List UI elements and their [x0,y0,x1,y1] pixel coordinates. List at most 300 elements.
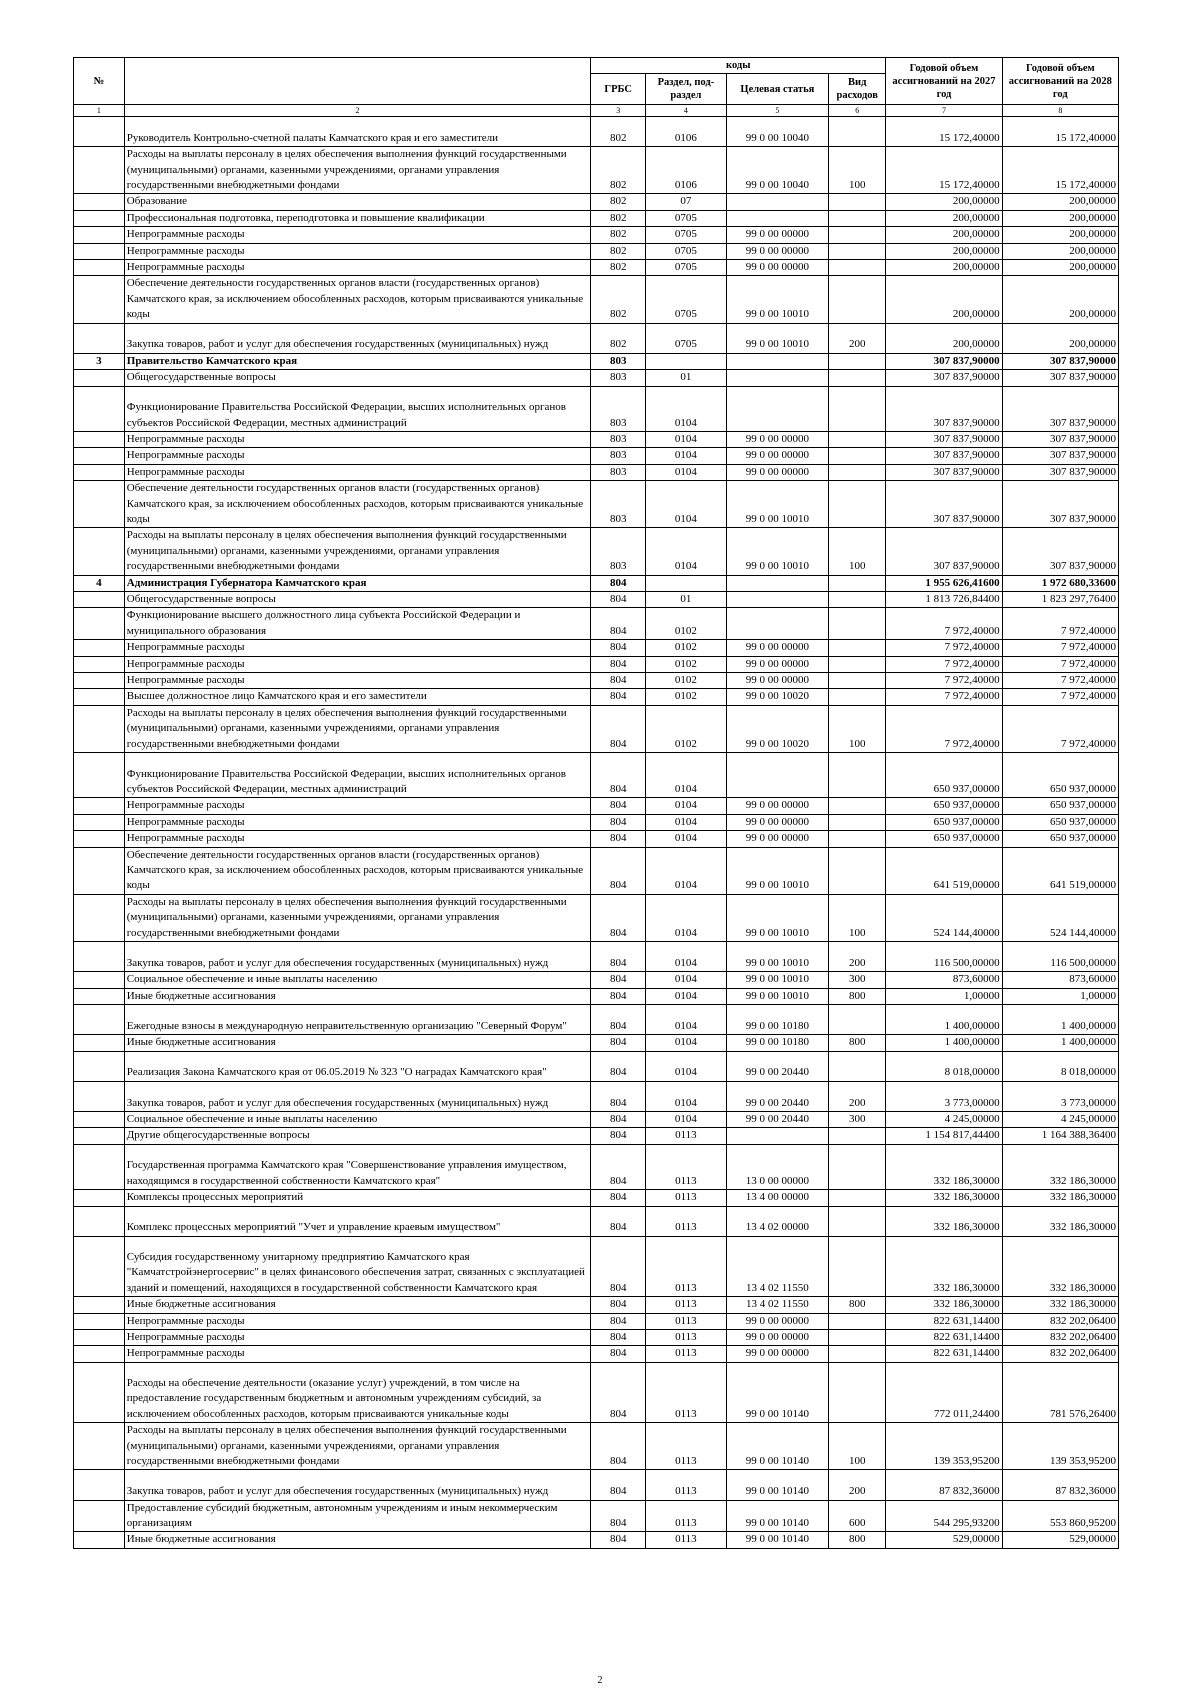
row-number [74,753,125,798]
row-kind [829,386,886,431]
row-amount-2027: 15 172,40000 [886,147,1002,194]
row-kind [829,575,886,591]
row-section: 0104 [646,972,726,988]
row-target: 99 0 00 00000 [726,464,829,480]
row-amount-2027: 1 400,00000 [886,1005,1002,1035]
row-section: 0113 [646,1236,726,1296]
row-section: 0104 [646,1051,726,1081]
row-amount-2027: 772 011,24400 [886,1362,1002,1422]
row-target: 99 0 00 10010 [726,942,829,972]
row-amount-2028: 650 937,00000 [1002,753,1118,798]
row-amount-2028: 650 937,00000 [1002,798,1118,814]
row-number [74,1346,125,1362]
row-section: 0104 [646,386,726,431]
row-amount-2027: 200,00000 [886,276,1002,323]
row-target: 99 0 00 10010 [726,847,829,894]
row-amount-2028: 87 832,36000 [1002,1470,1118,1500]
row-kind: 300 [829,972,886,988]
row-number: 4 [74,575,125,591]
row-section: 0705 [646,243,726,259]
row-name: Закупка товаров, работ и услуг для обеспечения государственных (муниципальных) нужд [124,323,590,353]
table-row [74,243,1119,259]
row-name: Непрограммные расходы [124,1313,590,1329]
row-section: 0113 [646,1362,726,1422]
table-row [74,1112,1119,1128]
row-kind [829,1128,886,1144]
row-target: 99 0 00 10010 [726,481,829,528]
row-amount-2028: 1 164 388,36400 [1002,1128,1118,1144]
column-number: 7 [886,105,1002,117]
row-number [74,1206,125,1236]
row-number [74,1423,125,1470]
row-section: 0705 [646,276,726,323]
row-name: Непрограммные расходы [124,260,590,276]
row-name: Ежегодные взносы в международную неправительственную организацию "Северный Форум" [124,1005,590,1035]
table-row [74,1005,1119,1035]
row-target: 99 0 00 20440 [726,1081,829,1111]
row-kind: 100 [829,705,886,752]
row-section: 0104 [646,1035,726,1051]
row-name: Реализация Закона Камчатского края от 06.05.2019 № 323 "О наградах Камчатского края" [124,1051,590,1081]
row-name: Обеспечение деятельности государственных органов власти (государственных органов) Камчатского края, за исключением обособленных расходов, которым присваиваются уникальные коды [124,847,590,894]
row-name: Образование [124,194,590,210]
row-amount-2028: 200,00000 [1002,194,1118,210]
row-grbs: 802 [591,227,646,243]
row-section: 0104 [646,1112,726,1128]
row-kind [829,689,886,705]
table-row [74,1346,1119,1362]
table-row [74,1423,1119,1470]
row-amount-2027: 1 400,00000 [886,1035,1002,1051]
row-kind [829,1313,886,1329]
table-row [74,1362,1119,1422]
row-grbs: 804 [591,1500,646,1532]
row-grbs: 804 [591,575,646,591]
row-target: 99 0 00 10010 [726,323,829,353]
row-number [74,448,125,464]
row-amount-2028: 200,00000 [1002,323,1118,353]
row-section: 0104 [646,431,726,447]
row-section: 0102 [646,689,726,705]
row-amount-2028: 8 018,00000 [1002,1051,1118,1081]
row-target: 99 0 00 10140 [726,1532,829,1548]
row-amount-2027: 1 955 626,41600 [886,575,1002,591]
row-number [74,1081,125,1111]
row-amount-2028: 332 186,30000 [1002,1236,1118,1296]
row-name: Непрограммные расходы [124,814,590,830]
row-target [726,575,829,591]
row-amount-2028: 200,00000 [1002,260,1118,276]
row-amount-2027: 7 972,40000 [886,705,1002,752]
table-row [74,481,1119,528]
row-number [74,323,125,353]
row-kind: 200 [829,1470,886,1500]
header-codes: коды [591,58,886,74]
row-name: Непрограммные расходы [124,1346,590,1362]
row-grbs: 803 [591,528,646,575]
row-number [74,1035,125,1051]
row-grbs: 802 [591,323,646,353]
row-grbs: 804 [591,705,646,752]
row-amount-2028: 832 202,06400 [1002,1329,1118,1345]
row-grbs: 802 [591,117,646,147]
row-target: 99 0 00 00000 [726,1313,829,1329]
row-section: 0113 [646,1329,726,1345]
row-section: 01 [646,370,726,386]
row-amount-2028: 7 972,40000 [1002,640,1118,656]
row-amount-2028: 307 837,90000 [1002,464,1118,480]
row-amount-2027: 307 837,90000 [886,431,1002,447]
column-number: 3 [591,105,646,117]
table-row [74,575,1119,591]
row-name: Непрограммные расходы [124,448,590,464]
row-grbs: 803 [591,370,646,386]
table-row [74,1313,1119,1329]
row-section: 0705 [646,227,726,243]
row-number [74,831,125,847]
row-grbs: 802 [591,243,646,259]
row-amount-2027: 7 972,40000 [886,673,1002,689]
row-kind [829,1005,886,1035]
row-amount-2028: 7 972,40000 [1002,673,1118,689]
row-amount-2028: 307 837,90000 [1002,386,1118,431]
row-number [74,656,125,672]
row-number [74,847,125,894]
row-number [74,689,125,705]
row-amount-2028: 307 837,90000 [1002,370,1118,386]
row-grbs: 804 [591,972,646,988]
row-name: Функционирование Правительства Российской Федерации, высших исполнительных органов субъектов Российской Федерации, местных администраций [124,386,590,431]
row-number [74,276,125,323]
row-name: Непрограммные расходы [124,464,590,480]
row-grbs: 804 [591,831,646,847]
row-number [74,1297,125,1313]
table-row [74,656,1119,672]
row-kind [829,640,886,656]
row-target: 99 0 00 00000 [726,673,829,689]
table-row [74,276,1119,323]
row-name: Общегосударственные вопросы [124,370,590,386]
row-amount-2028: 7 972,40000 [1002,656,1118,672]
row-amount-2027: 200,00000 [886,243,1002,259]
row-section: 0113 [646,1206,726,1236]
row-grbs: 804 [591,640,646,656]
row-amount-2027: 307 837,90000 [886,481,1002,528]
row-target [726,370,829,386]
row-amount-2027: 200,00000 [886,194,1002,210]
row-section: 0113 [646,1144,726,1189]
table-row [74,972,1119,988]
row-kind [829,814,886,830]
row-name: Расходы на выплаты персоналу в целях обеспечения выполнения функций государственными (муниципальными) органами, казенными учреждениями, органами управления государственными внебюджетными фондами [124,528,590,575]
row-name: Расходы на выплаты персоналу в целях обеспечения выполнения функций государственными (муниципальными) органами, казенными учреждениями, органами управления государственными внебюджетными фондами [124,705,590,752]
row-grbs: 804 [591,1144,646,1189]
row-kind: 800 [829,1035,886,1051]
row-section [646,353,726,369]
row-target: 99 0 00 10010 [726,972,829,988]
page-number: 2 [597,1675,603,1686]
row-kind [829,1190,886,1206]
row-target: 99 0 00 10040 [726,117,829,147]
row-kind: 800 [829,988,886,1004]
row-number [74,194,125,210]
row-number [74,1128,125,1144]
row-number [74,1362,125,1422]
row-kind [829,227,886,243]
row-kind: 100 [829,1423,886,1470]
row-grbs: 804 [591,1035,646,1051]
row-amount-2028: 650 937,00000 [1002,814,1118,830]
row-amount-2028: 781 576,26400 [1002,1362,1118,1422]
row-name: Иные бюджетные ассигнования [124,1532,590,1548]
row-kind: 200 [829,942,886,972]
header-row-1 [74,58,1119,74]
row-amount-2027: 307 837,90000 [886,464,1002,480]
table-row [74,1051,1119,1081]
row-amount-2027: 650 937,00000 [886,814,1002,830]
row-section: 0113 [646,1470,726,1500]
row-grbs: 804 [591,1329,646,1345]
row-section: 0104 [646,798,726,814]
table-row [74,1144,1119,1189]
row-grbs: 804 [591,1236,646,1296]
row-grbs: 804 [591,753,646,798]
row-kind: 300 [829,1112,886,1128]
row-section [646,575,726,591]
row-target [726,592,829,608]
row-section: 0113 [646,1128,726,1144]
row-section: 0102 [646,705,726,752]
row-name: Закупка товаров, работ и услуг для обеспечения государственных (муниципальных) нужд [124,1470,590,1500]
row-section: 0104 [646,894,726,941]
row-amount-2028: 7 972,40000 [1002,689,1118,705]
row-name: Администрация Губернатора Камчатского края [124,575,590,591]
row-number [74,814,125,830]
row-target: 99 0 00 10010 [726,894,829,941]
row-target: 99 0 00 10040 [726,147,829,194]
row-section: 0705 [646,210,726,226]
row-section: 0104 [646,448,726,464]
row-grbs: 804 [591,1005,646,1035]
row-section: 0104 [646,847,726,894]
row-kind [829,276,886,323]
row-kind [829,1362,886,1422]
row-grbs: 804 [591,673,646,689]
row-amount-2027: 1 813 726,84400 [886,592,1002,608]
row-section: 0106 [646,117,726,147]
column-number: 5 [726,105,829,117]
row-name: Социальное обеспечение и иные выплаты населению [124,1112,590,1128]
row-kind [829,656,886,672]
row-name: Расходы на выплаты персоналу в целях обеспечения выполнения функций государственными (муниципальными) органами, казенными учреждениями, органами управления государственными внебюджетными фондами [124,147,590,194]
row-kind [829,243,886,259]
row-target: 99 0 00 20440 [726,1051,829,1081]
row-amount-2028: 15 172,40000 [1002,147,1118,194]
row-target: 99 0 00 00000 [726,831,829,847]
row-grbs: 804 [591,798,646,814]
row-name: Непрограммные расходы [124,1329,590,1345]
row-kind [829,753,886,798]
row-grbs: 803 [591,448,646,464]
column-number-row [74,105,1119,117]
row-section: 0113 [646,1532,726,1548]
row-amount-2027: 822 631,14400 [886,1346,1002,1362]
row-grbs: 804 [591,608,646,640]
row-name: Государственная программа Камчатского края "Совершенствование управления имуществом, находящимся в государственной собственности Камчатского края" [124,1144,590,1189]
row-target: 99 0 00 10010 [726,528,829,575]
row-amount-2028: 307 837,90000 [1002,481,1118,528]
table-row [74,592,1119,608]
table-row [74,814,1119,830]
row-amount-2028: 116 500,00000 [1002,942,1118,972]
row-target: 13 4 02 00000 [726,1206,829,1236]
row-name: Профессиональная подготовка, переподготовка и повышение квалификации [124,210,590,226]
row-number [74,386,125,431]
row-target: 99 0 00 10180 [726,1035,829,1051]
row-name: Расходы на обеспечение деятельности (оказание услуг) учреждений, в том числе на предоставление государственным бюджетным и автономным учреждениям субсидий, за исключением обособленных расходов, которым присваиваются уникальные коды [124,1362,590,1422]
row-amount-2027: 332 186,30000 [886,1190,1002,1206]
row-amount-2027: 116 500,00000 [886,942,1002,972]
header-section: Раздел, под-раздел [646,74,726,105]
row-number [74,1005,125,1035]
row-grbs: 804 [591,988,646,1004]
row-section: 0104 [646,1081,726,1111]
row-grbs: 802 [591,147,646,194]
row-target: 99 0 00 10020 [726,705,829,752]
row-kind [829,1051,886,1081]
row-amount-2028: 529,00000 [1002,1532,1118,1548]
row-amount-2028: 200,00000 [1002,210,1118,226]
row-amount-2027: 873,60000 [886,972,1002,988]
table-row [74,370,1119,386]
table-row [74,448,1119,464]
row-kind [829,1144,886,1189]
row-amount-2028: 7 972,40000 [1002,608,1118,640]
row-grbs: 802 [591,194,646,210]
row-number [74,705,125,752]
row-grbs: 804 [591,1128,646,1144]
row-kind [829,1346,886,1362]
row-target: 99 0 00 10180 [726,1005,829,1035]
row-number [74,1190,125,1206]
row-amount-2028: 307 837,90000 [1002,353,1118,369]
row-section: 0106 [646,147,726,194]
row-name: Расходы на выплаты персоналу в целях обеспечения выполнения функций государственными (муниципальными) органами, казенными учреждениями, органами управления государственными внебюджетными фондами [124,1423,590,1470]
row-target: 99 0 00 00000 [726,260,829,276]
row-name: Комплексы процессных мероприятий [124,1190,590,1206]
column-number: 4 [646,105,726,117]
row-number [74,464,125,480]
row-kind [829,353,886,369]
row-amount-2027: 7 972,40000 [886,608,1002,640]
row-name: Общегосударственные вопросы [124,592,590,608]
row-target [726,608,829,640]
row-target [726,753,829,798]
row-amount-2028: 832 202,06400 [1002,1346,1118,1362]
row-amount-2027: 200,00000 [886,227,1002,243]
row-amount-2028: 873,60000 [1002,972,1118,988]
row-section: 0113 [646,1297,726,1313]
table-body [74,117,1119,1549]
row-amount-2027: 307 837,90000 [886,528,1002,575]
row-name: Непрограммные расходы [124,431,590,447]
row-number [74,528,125,575]
row-amount-2028: 650 937,00000 [1002,831,1118,847]
row-grbs: 803 [591,386,646,431]
column-number: 1 [74,105,125,117]
column-number: 8 [1002,105,1118,117]
table-row [74,227,1119,243]
row-amount-2027: 1 154 817,44400 [886,1128,1002,1144]
row-amount-2028: 1 823 297,76400 [1002,592,1118,608]
row-amount-2028: 307 837,90000 [1002,431,1118,447]
row-amount-2027: 307 837,90000 [886,386,1002,431]
row-amount-2027: 544 295,93200 [886,1500,1002,1532]
row-amount-2028: 332 186,30000 [1002,1144,1118,1189]
row-amount-2027: 332 186,30000 [886,1144,1002,1189]
row-grbs: 804 [591,1362,646,1422]
row-number [74,798,125,814]
row-number [74,1236,125,1296]
table-row [74,1081,1119,1111]
row-section: 0113 [646,1423,726,1470]
table-row [74,753,1119,798]
row-number [74,673,125,689]
row-kind: 100 [829,894,886,941]
row-section: 0113 [646,1313,726,1329]
row-name: Правительство Камчатского края [124,353,590,369]
row-amount-2027: 650 937,00000 [886,831,1002,847]
row-section: 0104 [646,528,726,575]
table-row [74,1190,1119,1206]
row-target: 99 0 00 00000 [726,448,829,464]
row-amount-2027: 139 353,95200 [886,1423,1002,1470]
row-grbs: 804 [591,1081,646,1111]
row-number [74,370,125,386]
row-amount-2028: 1 400,00000 [1002,1035,1118,1051]
row-section: 0102 [646,656,726,672]
row-target [726,1128,829,1144]
row-target [726,210,829,226]
table-row [74,942,1119,972]
row-kind [829,210,886,226]
row-target: 99 0 00 00000 [726,1346,829,1362]
row-amount-2027: 200,00000 [886,323,1002,353]
row-grbs: 803 [591,431,646,447]
row-target: 99 0 00 10140 [726,1423,829,1470]
row-amount-2028: 1 972 680,33600 [1002,575,1118,591]
table-row [74,894,1119,941]
row-kind: 200 [829,1081,886,1111]
table-row [74,1236,1119,1296]
table-row [74,689,1119,705]
row-kind [829,847,886,894]
row-number [74,117,125,147]
row-section: 0102 [646,608,726,640]
table-row [74,1035,1119,1051]
row-amount-2027: 332 186,30000 [886,1236,1002,1296]
header-kind: Вид расходов [829,74,886,105]
table-row [74,673,1119,689]
row-kind: 800 [829,1532,886,1548]
row-grbs: 802 [591,210,646,226]
row-kind: 200 [829,323,886,353]
row-grbs: 804 [591,1206,646,1236]
row-name: Иные бюджетные ассигнования [124,988,590,1004]
row-amount-2028: 200,00000 [1002,276,1118,323]
column-number: 2 [124,105,590,117]
row-section: 0113 [646,1500,726,1532]
